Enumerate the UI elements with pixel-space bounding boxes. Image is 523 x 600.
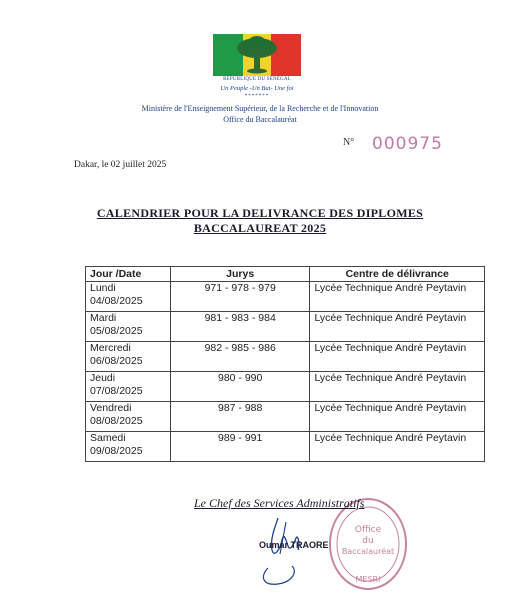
- jurys-cell: 971 - 978 - 979: [170, 282, 310, 312]
- signatory-title: Le Chef des Services Administratifs: [194, 496, 365, 510]
- day-name: Samedi: [90, 432, 126, 444]
- table-row: [86, 402, 485, 432]
- republic-label: RÉPUBLIQUE DU SÉNÉGAL: [223, 77, 291, 82]
- table-row: [86, 372, 485, 402]
- column-header-jurys: Jurys: [170, 267, 310, 282]
- day-date-cell: [86, 372, 171, 402]
- table-header-row: [86, 267, 485, 282]
- date: 08/08/2025: [90, 415, 143, 427]
- table-row: [86, 432, 485, 462]
- jurys-cell: 989 - 991: [170, 432, 310, 462]
- ministry-name: Ministère de l'Enseignement Supérieur, de la Recherche et de l'Innovation: [141, 104, 379, 113]
- centre-cell: Lycée Technique André Peytavin: [310, 342, 485, 372]
- stamp-line-1: Office: [354, 525, 382, 535]
- day-date-cell: [86, 402, 171, 432]
- centre-cell: Lycée Technique André Peytavin: [310, 282, 485, 312]
- day-date-cell: [86, 432, 171, 462]
- office-name: Office du Baccalauréat: [223, 115, 297, 124]
- centre-cell: Lycée Technique André Peytavin: [310, 312, 485, 342]
- jurys-cell: 982 - 985 - 986: [170, 342, 310, 372]
- column-header-day: Jour /Date: [86, 267, 171, 282]
- signatory-name: Oumar TRAORE: [259, 540, 329, 550]
- day-name: Mercredi: [90, 342, 131, 354]
- date: 07/08/2025: [90, 385, 143, 397]
- handwritten-signature: [248, 510, 313, 590]
- day-date-cell: [86, 312, 171, 342]
- centre-cell: Lycée Technique André Peytavin: [310, 402, 485, 432]
- reference-number: 000975: [372, 134, 443, 154]
- stamp-bottom-text: MESRI: [355, 575, 381, 584]
- date: 05/08/2025: [90, 325, 143, 337]
- table-row: [86, 282, 485, 312]
- national-motto: Un Peuple -Un But- Une foi: [220, 85, 294, 92]
- day-name: Mardi: [90, 312, 117, 324]
- date: 09/08/2025: [90, 445, 143, 457]
- column-header-centre: Centre de délivrance: [310, 267, 485, 282]
- date: 04/08/2025: [90, 295, 143, 307]
- jurys-cell: 980 - 990: [170, 372, 310, 402]
- centre-cell: Lycée Technique André Peytavin: [310, 432, 485, 462]
- day-name: Jeudi: [90, 372, 116, 384]
- table-row: [86, 312, 485, 342]
- document-title-line2: BACCALAUREAT 2025: [193, 221, 327, 235]
- place-and-date: Dakar, le 02 juillet 2025: [74, 160, 167, 170]
- jurys-cell: 981 - 983 - 984: [170, 312, 310, 342]
- stamp-line-3: Baccalauréat: [341, 547, 395, 556]
- day-date-cell: [86, 282, 171, 312]
- table-row: [86, 342, 485, 372]
- day-name: Lundi: [90, 282, 116, 294]
- jurys-cell: 987 - 988: [170, 402, 310, 432]
- centre-cell: Lycée Technique André Peytavin: [310, 372, 485, 402]
- reference-number-label: N°: [343, 137, 355, 148]
- day-name: Vendredi: [90, 402, 132, 414]
- stamp-line-2: du: [362, 536, 374, 546]
- calendar-table: [85, 266, 485, 462]
- day-date-cell: [86, 342, 171, 372]
- document-title-line1: CALENDRIER POUR LA DELIVRANCE DES DIPLOMES: [96, 206, 424, 220]
- stars-divider: *******: [244, 94, 270, 99]
- date: 06/08/2025: [90, 355, 143, 367]
- senegal-emblem-logo: [213, 34, 301, 76]
